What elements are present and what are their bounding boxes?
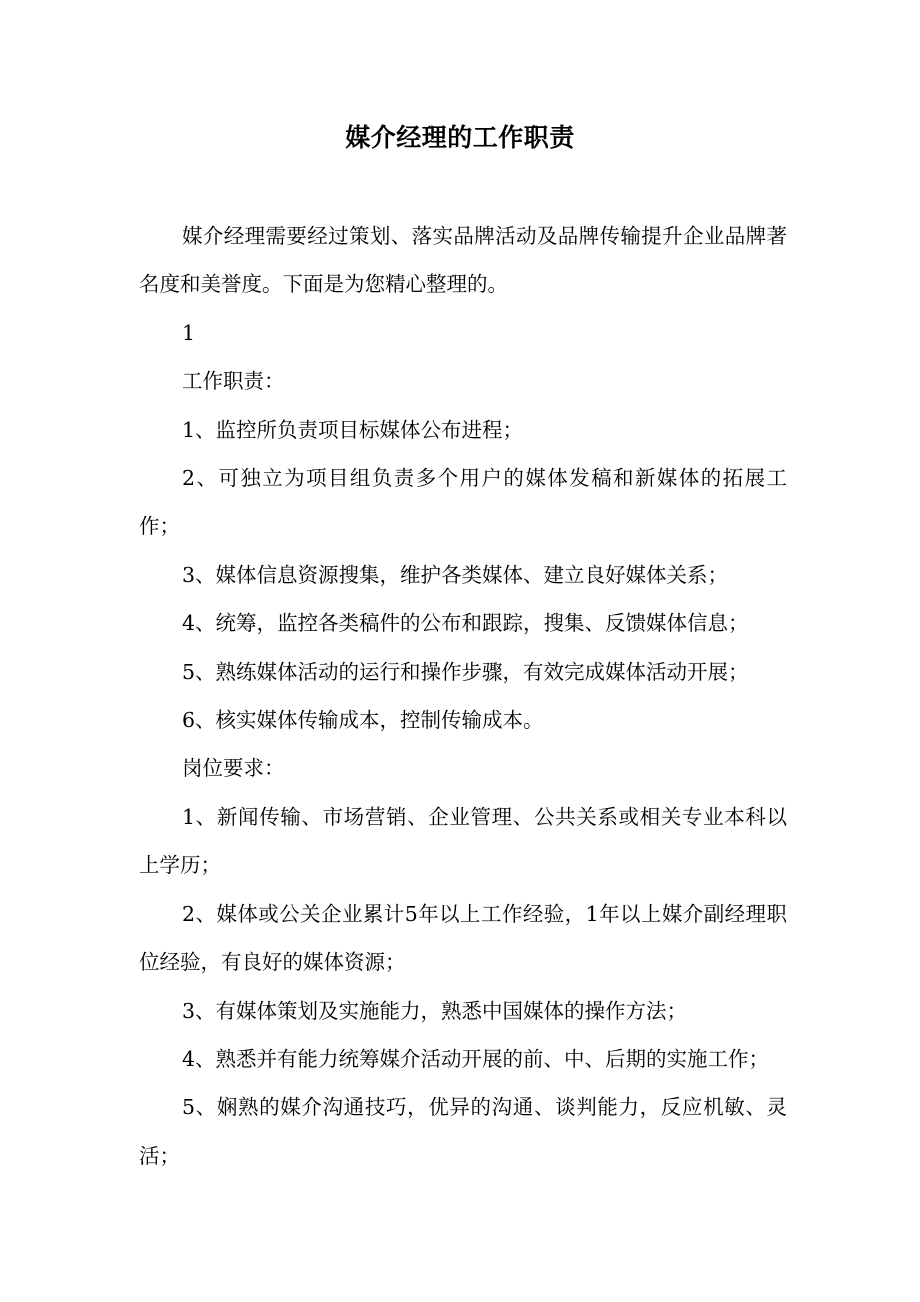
section-number: 1 xyxy=(182,320,196,345)
requirement-item-3: 3、有媒体策划及实施能力，熟悉中国媒体的操作方法； xyxy=(182,998,688,1023)
requirement-item-4: 4、熟悉并有能力统筹媒介活动开展的前、中、后期的实施工作； xyxy=(182,1046,770,1071)
duty-item-2: 2、可独立为项目组负责多个用户的媒体发稿和新媒体的拓展工作； xyxy=(139,466,787,539)
duty-item-6: 6、核实媒体传输成本，控制传输成本。 xyxy=(182,708,544,733)
duties-heading: 工作职责： xyxy=(182,369,285,394)
duty-item-5: 5、熟练媒体活动的运行和操作步骤，有效完成媒体活动开展； xyxy=(182,659,749,684)
requirement-item-2: 2、媒体或公关企业累计5年以上工作经验，1年以上媒介副经理职位经验，有良好的媒体资源； xyxy=(139,901,787,975)
requirement-item-5: 5、娴熟的媒介沟通技巧，优异的沟通、谈判能力，反应机敏、灵活； xyxy=(139,1095,787,1168)
requirement-item-1: 1、新闻传输、市场营销、企业管理、公共关系或相关专业本科以上学历； xyxy=(139,804,787,878)
duty-item-1: 1、监控所负责项目标媒体公布进程； xyxy=(182,417,524,442)
requirements-heading: 岗位要求： xyxy=(182,756,285,781)
document-title: 媒介经理的工作职责 xyxy=(345,123,575,152)
intro-paragraph: 媒介经理需要经过策划、落实品牌活动及品牌传输提升企业品牌著名度和美誉度。下面是为您精心整理的。 xyxy=(139,224,787,297)
duty-item-3: 3、媒体信息资源搜集，维护各类媒体、建立良好媒体关系； xyxy=(182,562,729,587)
document-body xyxy=(139,212,787,1180)
duty-item-4: 4、统筹，监控各类稿件的公布和跟踪，搜集、反馈媒体信息； xyxy=(182,611,749,636)
